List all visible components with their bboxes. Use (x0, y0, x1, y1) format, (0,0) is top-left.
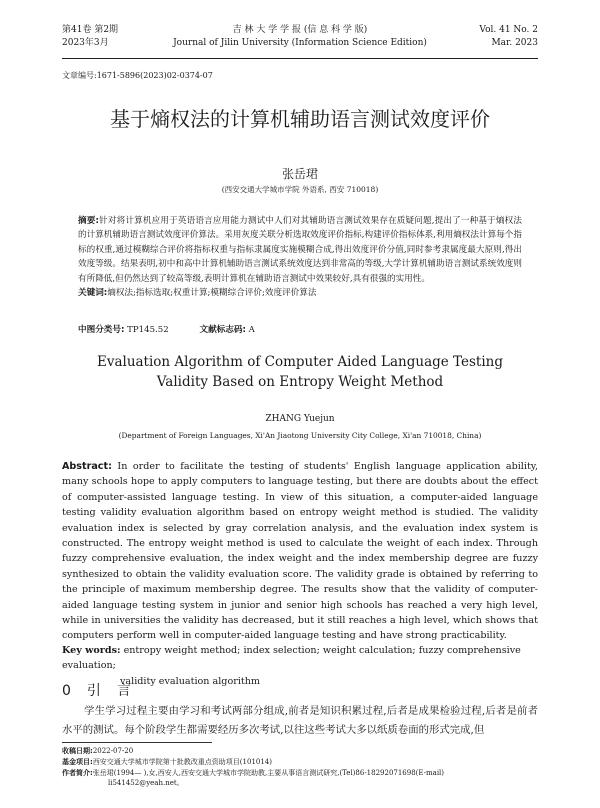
doc-code-value: A (248, 325, 255, 335)
journal-name-en: Journal of Jilin University (Information Science Edition) (173, 38, 427, 48)
fund-value: 西安交通大学城市学院第十批教改重点资助项目(101014) (92, 757, 272, 766)
keywords-en-line1: entropy weight method; index selection; weight calculation; fuzzy comprehensive evaluation; (62, 645, 521, 672)
body-paragraph: 学生学习过程主要由学习和考试两部分组成,前者是知识积累过程,后者是成果检验过程,后者是前者水平的测试。每个阶段学生都需要经历多次考试,以往这些考试大多以纸质卷面的形式完成,但 (62, 705, 538, 736)
paper-title-cn: 基于熵权法的计算机辅助语言测试效度评价 (110, 107, 490, 131)
paper-title-en (0, 352, 600, 392)
running-header (62, 24, 538, 59)
header-volume: 第41卷 第2期 (62, 25, 119, 35)
paper-title-en-line2: Validity Based on Entropy Weight Method (156, 374, 444, 390)
section-title: 引言 (86, 683, 147, 699)
author-name-cn: 张岳珺 (281, 167, 318, 181)
fund-label: 基金项目: (62, 757, 93, 766)
journal-name-cn: 吉 林 大 学 学 报 (信 息 科 学 版) (232, 25, 368, 35)
affiliation-cn: (西安交通大学城市学院 外语系, 西安 710018) (221, 185, 379, 194)
keywords-cn-text: 熵权法;指标选取;权重计算;模糊综合评价;效度评价算法 (107, 288, 317, 299)
footnote-received (62, 746, 538, 757)
keywords-en-line2: validity evaluation algorithm (120, 675, 261, 687)
footnote-divider (62, 742, 212, 743)
paper-title-en-line1: Evaluation Algorithm of Computer Aided Language Testing (96, 354, 504, 370)
abstract-en (62, 459, 538, 644)
section-number: 0 (62, 683, 87, 699)
header-volume-info-en (479, 24, 538, 50)
author-name-en: ZHANG Yuejun (265, 414, 335, 424)
clc-value: TP145.52 (127, 325, 169, 335)
abstract-cn-label: 摘要: (78, 216, 99, 226)
section-heading (62, 680, 147, 700)
keywords-cn-label: 关键词: (78, 288, 108, 299)
abstract-cn-text: 针对将计算机应用于英语语言应用能力测试中人们对其辅助语言测试效果存在质疑问题,提出了一种基于熵权法的计算机辅助语言测试效度评价算法。采用灰度关联分析选取效度评价指标,构建评价指标体系,利用熵权法计算每个指标的权重,通过模糊综合评价将指标权重与指标隶属度实施模糊合成,得出效度评价分值,同时参考隶属度最大原则,得出效度等级。结果表明,初中和高中计算机辅助语言测试系统效度达到非常高的等级,大学计算机辅助语言测试系统效度则有所降低,但仍然达到了较高等级,表明计算机在辅助语言测试中效果较好,具有很强的实用性。 (78, 216, 523, 284)
abstract-cn (78, 214, 522, 300)
footnote-bio (62, 768, 538, 779)
header-date: 2023年3月 (62, 38, 109, 48)
article-number: 文章编号:1671-5896(2023)02-0374-07 (62, 71, 213, 80)
abstract-en-label: Abstract: (62, 461, 112, 472)
bio-label: 作者简介: (62, 768, 93, 777)
classification-line (78, 323, 522, 335)
footnote (62, 746, 538, 789)
affiliation-en: (Department of Foreign Languages, Xi'An Jiaotong University City College, Xi'an 710018, China) (118, 431, 482, 440)
header-date-en: Mar. 2023 (491, 38, 538, 48)
clc-label: 中图分类号: (78, 325, 125, 335)
doc-code-label: 文献标志码: (199, 325, 246, 335)
received-label: 收稿日期: (62, 747, 93, 755)
footnote-email: li541452@yeah.net。 (108, 779, 184, 788)
header-journal-name (62, 24, 538, 50)
footnote-fund (62, 757, 538, 768)
keywords-en-label: Key words: (62, 645, 121, 656)
header-volume-en: Vol. 41 No. 2 (479, 25, 538, 35)
bio-value: 张岳珺(1994— ),女,西安人,西安交通大学城市学院助教,主要从事语言测试研究,(Tel)86-18292071698(E-mail) (92, 768, 445, 777)
abstract-en-text: In order to facilitate the testing of students' English language application ability, many schools hope to apply computers to language testing, but there are doubts about the effect of computer-assisted language testing. In view of this situation, a computer-aided language testing validity evaluation algorithm based on entropy weight method is studied. The validity evaluation index is selected by gray correlation analysis, and the evaluation index system is constructed. The entropy weight method is used to calculate the weight of each index. Through fuzzy comprehensive evaluation, the index weight and the index membership degree are fuzzy synthesized to obtain the validity evaluation score. The validity grade is obtained by referring to the principle of maximum membership degree. The results show that the validity of computer-aided language testing system in junior and senior high schools has reached a very high level, while in universities the validity has decreased, but it still reaches a high level, which shows that computers perform well in computer-aided language testing and have strong practicability. (62, 461, 538, 642)
received-value: 2022-07-20 (92, 747, 134, 755)
keywords-cn (78, 286, 522, 300)
